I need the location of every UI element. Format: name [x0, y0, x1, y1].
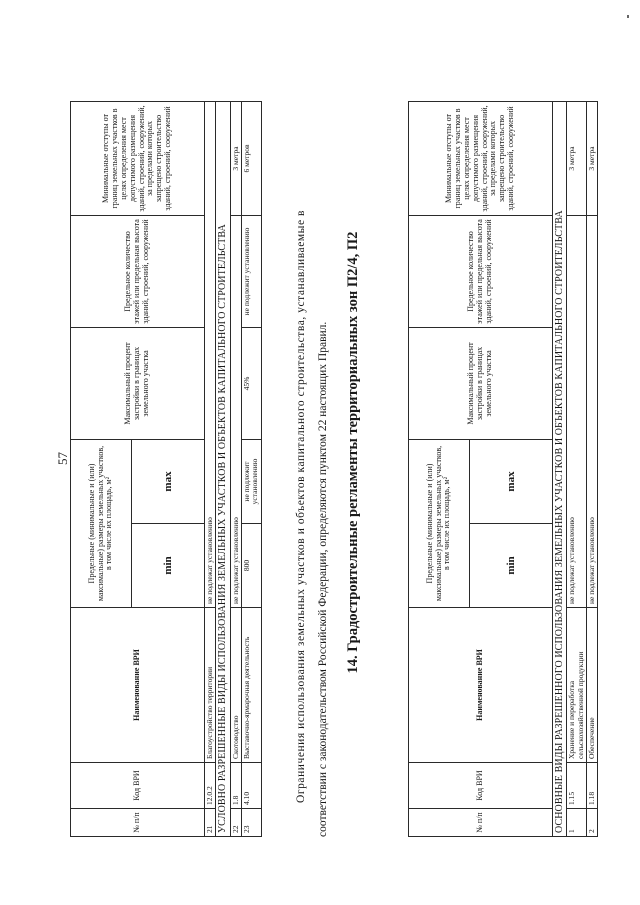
col-setbacks-header: Минимальные отступы от границ земельных участков в целях определения мест допустимого размещения зданий, строений, сооружений, за пределами которых запрещено строительство зданий, строений, сооружений	[409, 101, 553, 215]
row-sizes: не подлежат установлению	[230, 215, 241, 607]
scan-mark	[627, 15, 629, 18]
row-floors: не подлежит установлению	[241, 215, 261, 327]
row-sizes: не подлежат установлению	[567, 215, 587, 607]
col-name-header: Наименование ВРИ	[409, 608, 553, 763]
row-name: Хранение и переработка сельскохозяйственной продукции	[567, 608, 587, 763]
row-code: 4.10	[241, 763, 261, 809]
col-max-header: max	[470, 439, 553, 523]
col-coverage-header: Максимальный процент застройки в границах земельного участка	[409, 327, 553, 439]
row-code: 1.8	[230, 763, 241, 809]
row-coverage: 45%	[241, 327, 261, 439]
section-title: УСЛОВНО РАЗРЕШЕННЫЕ ВИДЫ ИСПОЛЬЗОВАНИЯ ЗЕМЕЛЬНЫХ УЧАСТКОВ И ОБЪЕКТОВ КАПИТАЛЬНОГО СТРОИТЕЛЬСТВА	[216, 101, 230, 836]
table-header-row	[409, 101, 470, 836]
table-header-row	[71, 101, 132, 836]
row-name: Благоустройство территории	[205, 608, 216, 763]
row-number: 22	[230, 809, 241, 837]
row-code: 12.0.2	[205, 763, 216, 809]
col-max-header: max	[132, 439, 205, 523]
row-number: 21	[205, 809, 216, 837]
section-row	[553, 101, 567, 836]
col-number-header: № п/п	[409, 809, 553, 837]
col-setbacks-header: Минимальные отступы от границ земельных участков в целях определения мест допустимого размещения зданий, строений, сооружений, за пределами которых запрещено строительство зданий, строений, сооружений	[71, 101, 205, 215]
table-row	[205, 101, 216, 836]
col-size-header: Предельные (минимальные и (или) максимальные) размеры земельных участков, в том числе их площадь, м²	[71, 439, 132, 607]
col-min-header: min	[132, 524, 205, 608]
col-size-header: Предельные (минимальные и (или) максимальные) размеры земельных участков, в том числе их площадь, м²	[409, 439, 470, 607]
row-code: 1.18	[586, 763, 597, 809]
row-setback: 6 метров	[241, 101, 261, 215]
row-name: Обеспечение	[586, 608, 597, 763]
row-max: не подлежит установлению	[241, 439, 261, 523]
row-setback: 3 метра	[230, 101, 241, 215]
row-number: 2	[586, 809, 597, 837]
table-row	[230, 101, 241, 836]
paragraph-line-1: Ограничения использования земельных участков и объектов капитального строительства, устанавливаемые в	[295, 209, 307, 803]
row-name: Скотоводство	[230, 608, 241, 763]
col-floors-header: Предельное количество этажей или предельная высота зданий, строений, сооружений	[409, 215, 553, 327]
table-row	[241, 101, 261, 836]
table-row	[567, 101, 587, 836]
col-code-header: Код ВРИ	[409, 763, 553, 809]
col-code-header: Код ВРИ	[71, 763, 205, 809]
paragraph-line-2: соответствии с законодательством Российской Федерации, определяются пунктом 22 настоящих Правил.	[317, 321, 329, 837]
col-min-header: min	[470, 524, 553, 608]
col-name-header: Наименование ВРИ	[71, 608, 205, 763]
row-min: 800	[241, 524, 261, 608]
section-title: ОСНОВНЫЕ ВИДЫ РАЗРЕШЕННОГО ИСПОЛЬЗОВАНИЯ ЗЕМЕЛЬНЫХ УЧАСТКОВ И ОБЪЕКТОВ КАПИТАЛЬНОГО СТРОИТЕЛЬСТВА	[553, 101, 567, 836]
section-heading: 14. Градостроительные регламенты территориальных зон П2/4, П2	[345, 231, 361, 674]
regulations-table-2	[408, 101, 598, 837]
row-number: 23	[241, 809, 261, 837]
row-setback: 3 метра	[586, 101, 597, 215]
row-number: 1	[567, 809, 587, 837]
section-row	[216, 101, 230, 836]
row-name: Выставочно-ярмарочная деятельность	[241, 608, 261, 763]
col-coverage-header: Максимальный процент застройки в границах земельного участка	[71, 327, 205, 439]
table-row	[586, 101, 597, 836]
row-sizes: не подлежат установлению	[586, 215, 597, 607]
col-number-header: № п/п	[71, 809, 205, 837]
row-sizes: не подлежат установлению	[205, 101, 216, 607]
col-floors-header: Предельное количество этажей или предельная высота зданий, строений, сооружений	[71, 215, 205, 327]
row-setback: 3 метра	[567, 101, 587, 215]
page-number: 57	[55, 452, 70, 465]
regulations-table-1	[70, 101, 262, 837]
row-code: 1.15	[567, 763, 587, 809]
